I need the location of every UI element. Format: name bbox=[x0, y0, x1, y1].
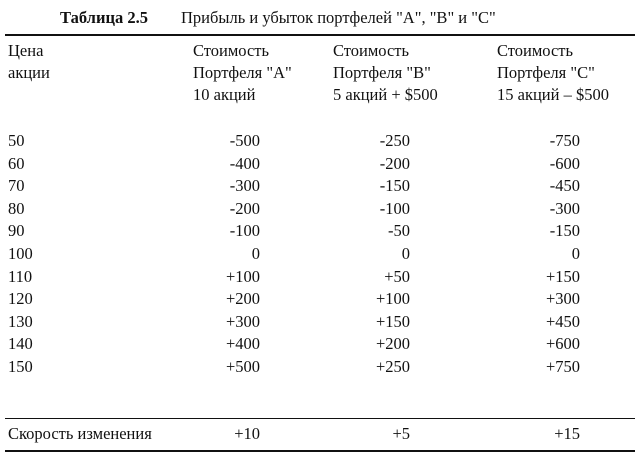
portfolio-a-cell: +100 bbox=[225, 266, 260, 286]
portfolio-c-rate: +15 bbox=[554, 424, 580, 443]
portfolio-a-rate: +10 bbox=[234, 424, 260, 443]
portfolio-a-cell: +500 bbox=[225, 356, 260, 376]
footer-label: Скорость изменения bbox=[8, 424, 152, 443]
portfolio-a-cell: -500 bbox=[229, 131, 260, 150]
portfolio-c-cell: +750 bbox=[545, 356, 580, 376]
header-line: Стоимость bbox=[193, 41, 270, 60]
header-line: Стоимость bbox=[497, 41, 574, 60]
price-cell: 50 bbox=[8, 131, 25, 150]
table-row bbox=[0, 176, 641, 199]
portfolio-a-cell: -300 bbox=[229, 176, 260, 196]
portfolio-c-cell: -450 bbox=[549, 176, 580, 196]
portfolio-b-rate: +5 bbox=[392, 424, 410, 443]
table-row bbox=[0, 357, 641, 380]
price-cell: 130 bbox=[8, 311, 33, 331]
portfolio-b-cell: +150 bbox=[375, 311, 410, 331]
table-body bbox=[0, 131, 641, 380]
portfolio-b-cell: +250 bbox=[375, 356, 410, 376]
price-cell: 100 bbox=[8, 243, 33, 263]
header-line: Цена bbox=[8, 41, 44, 60]
header-portfolio-b bbox=[333, 40, 438, 106]
header-line: 5 акций + $500 bbox=[333, 85, 438, 104]
portfolio-c-cell: +300 bbox=[545, 289, 580, 309]
portfolio-b-cell: -150 bbox=[379, 176, 410, 196]
footer-rule bbox=[5, 418, 635, 419]
top-rule bbox=[5, 34, 635, 36]
header-portfolio-a bbox=[193, 40, 292, 106]
portfolio-b-cell: -100 bbox=[379, 198, 410, 218]
price-cell: 80 bbox=[8, 198, 25, 218]
header-price bbox=[8, 40, 50, 84]
portfolio-a-cell: -100 bbox=[229, 221, 260, 241]
portfolio-a-cell: -400 bbox=[229, 153, 260, 173]
price-cell: 120 bbox=[8, 289, 33, 309]
price-cell: 90 bbox=[8, 221, 25, 241]
table-title: Прибыль и убыток портфелей "А", "В" и "С" bbox=[181, 8, 496, 27]
portfolio-a-cell: +400 bbox=[225, 334, 260, 354]
price-cell: 110 bbox=[8, 266, 33, 286]
portfolio-c-cell: +150 bbox=[545, 266, 580, 286]
portfolio-b-cell: -200 bbox=[379, 153, 410, 173]
table-row bbox=[0, 334, 641, 357]
header-line: 15 акций – $500 bbox=[497, 85, 609, 104]
table-row bbox=[0, 289, 641, 312]
table-row bbox=[0, 312, 641, 335]
portfolio-a-cell: +200 bbox=[225, 289, 260, 309]
portfolio-a-cell: +300 bbox=[225, 311, 260, 331]
portfolio-a-cell: 0 bbox=[251, 243, 260, 263]
header-line: акции bbox=[8, 63, 50, 82]
header-line: 10 акций bbox=[193, 85, 256, 104]
portfolio-b-cell: 0 bbox=[401, 243, 410, 263]
portfolio-b-cell: +50 bbox=[384, 266, 410, 286]
header-portfolio-c bbox=[497, 40, 609, 106]
portfolio-b-cell: -50 bbox=[388, 221, 410, 241]
bottom-rule bbox=[5, 450, 635, 452]
portfolio-c-cell: -150 bbox=[549, 221, 580, 241]
portfolio-c-cell: -300 bbox=[549, 198, 580, 218]
table-number: Таблица 2.5 bbox=[60, 8, 148, 27]
table-row bbox=[0, 131, 641, 154]
table-caption bbox=[60, 8, 496, 28]
table-row bbox=[0, 154, 641, 177]
portfolio-c-cell: +600 bbox=[545, 334, 580, 354]
portfolio-c-cell: +450 bbox=[545, 311, 580, 331]
table-row bbox=[0, 244, 641, 267]
portfolio-c-cell: -750 bbox=[549, 131, 580, 150]
price-cell: 70 bbox=[8, 176, 25, 196]
portfolio-b-cell: +200 bbox=[375, 334, 410, 354]
header-line: Портфеля "А" bbox=[193, 63, 292, 82]
price-cell: 150 bbox=[8, 356, 33, 376]
table-row bbox=[0, 267, 641, 290]
table-row bbox=[0, 221, 641, 244]
portfolio-b-cell: +100 bbox=[375, 289, 410, 309]
header-line: Портфеля "В" bbox=[333, 63, 431, 82]
rate-of-change-row bbox=[0, 424, 641, 446]
header-line: Портфеля "С" bbox=[497, 63, 595, 82]
header-line: Стоимость bbox=[333, 41, 410, 60]
portfolio-c-cell: 0 bbox=[571, 243, 580, 263]
portfolio-c-cell: -600 bbox=[549, 153, 580, 173]
table-row bbox=[0, 199, 641, 222]
price-cell: 140 bbox=[8, 334, 33, 354]
price-cell: 60 bbox=[8, 153, 25, 173]
portfolio-b-cell: -250 bbox=[379, 131, 410, 150]
portfolio-a-cell: -200 bbox=[229, 198, 260, 218]
